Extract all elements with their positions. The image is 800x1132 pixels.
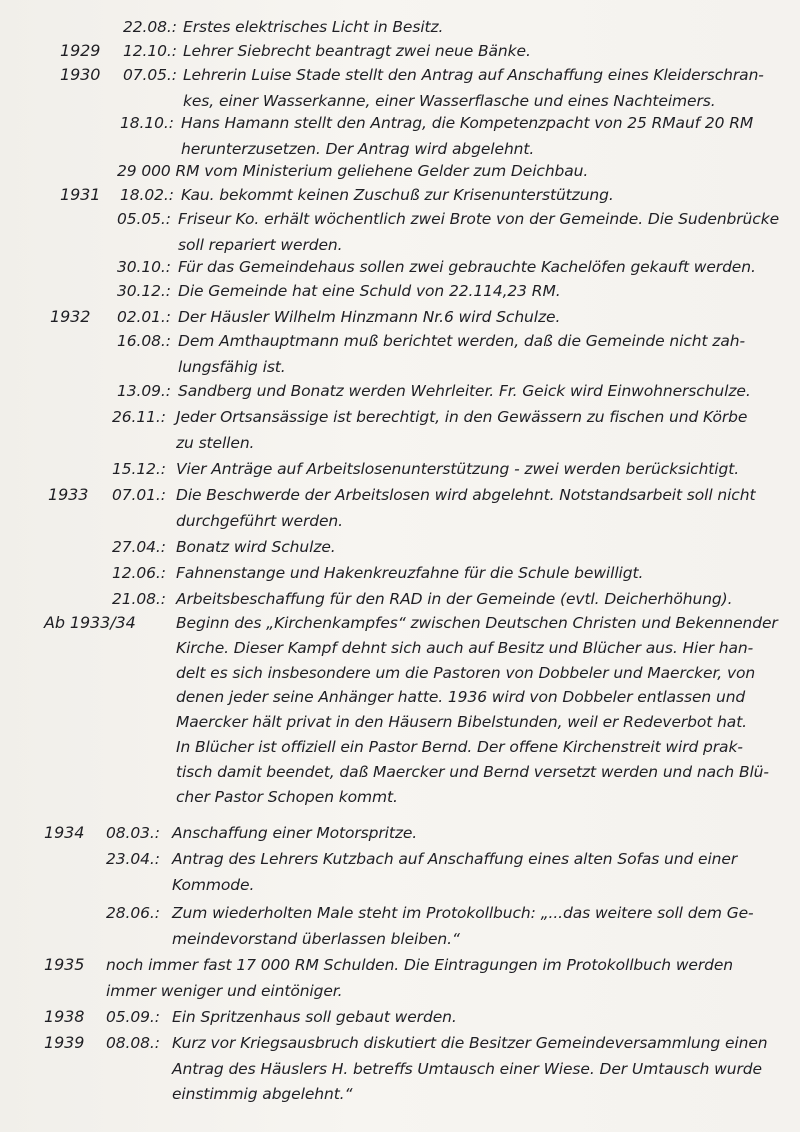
entry-text-line: herunterzusetzen. Der Antrag wird abgelehnt. bbox=[181, 139, 535, 158]
entry-text-line: Lehrer Siebrecht beantragt zwei neue Bänke. bbox=[183, 42, 531, 60]
entry-text-line: Der Häusler Wilhelm Hinzmann Nr.6 wird Schulze. bbox=[178, 308, 561, 326]
entry-text-line: Kommode. bbox=[172, 875, 255, 894]
entry-date: 07.05.: bbox=[123, 66, 177, 84]
entry-text-line: tisch damit beendet, daß Maercker und Bernd versetzt werden und nach Blü- bbox=[176, 762, 769, 781]
entry-date: 26.11.: bbox=[112, 408, 166, 426]
entry-text-line: einstimmig abgelehnt.“ bbox=[172, 1085, 353, 1103]
entry-text-line: In Blücher ist offiziell ein Pastor Bernd. Der offene Kirchenstreit wird prak- bbox=[176, 738, 743, 756]
entry-date: 21.08.: bbox=[112, 590, 166, 608]
entry-date: 27.04.: bbox=[112, 538, 166, 556]
entry-text-line: Antrag des Häuslers H. betreffs Umtausch einer Wiese. Der Umtausch wurde bbox=[172, 1059, 762, 1078]
entry-text-line: cher Pastor Schopen kommt. bbox=[176, 787, 398, 806]
entry-date: 18.02.: bbox=[120, 186, 174, 204]
entry-text-line: Friseur Ko. erhält wöchentlich zwei Brote von der Gemeinde. Die Sudenbrücke bbox=[178, 210, 780, 228]
entry-text-line: lungsfähig ist. bbox=[178, 357, 286, 376]
entry-text-line: noch immer fast 17 000 RM Schulden. Die Eintragungen im Protokollbuch werden bbox=[106, 956, 734, 974]
entry-date: 30.12.: bbox=[117, 282, 171, 300]
entry-year: 1938 bbox=[44, 1007, 85, 1026]
entry-date: 05.09.: bbox=[106, 1008, 160, 1026]
entry-text-line: Für das Gemeindehaus sollen zwei gebrauchte Kachelöfen gekauft werden. bbox=[178, 258, 756, 276]
entry-date: 30.10.: bbox=[117, 258, 171, 276]
entry-text-line: Kurz vor Kriegsausbruch diskutiert die Besitzer Gemeindeversammlung einen bbox=[172, 1034, 768, 1052]
entry-text-line: Beginn des „Kirchenkampfes“ zwischen Deutschen Christen und Bekennender bbox=[176, 614, 778, 632]
entry-date: 08.03.: bbox=[106, 824, 160, 842]
entry-text-line: Hans Hamann stellt den Antrag, die Kompetenzpacht von 25 RMauf 20 RM bbox=[181, 114, 754, 132]
entry-text-line: durchgeführt werden. bbox=[176, 511, 343, 530]
entry-text-line: Bonatz wird Schulze. bbox=[176, 538, 336, 556]
entry-date: 18.10.: bbox=[120, 114, 174, 132]
entry-text-line: Antrag des Lehrers Kutzbach auf Anschaffung eines alten Sofas und einer bbox=[172, 850, 738, 868]
entry-text-line: Sandberg und Bonatz werden Wehrleiter. Fr. Geick wird Einwohnerschulze. bbox=[178, 382, 751, 400]
entry-date: 12.06.: bbox=[112, 564, 166, 582]
entry-text-line: Lehrerin Luise Stade stellt den Antrag auf Anschaffung eines Kleiderschran- bbox=[183, 66, 764, 84]
entry-text-line: Kirche. Dieser Kampf dehnt sich auch auf Besitz und Blücher aus. Hier han- bbox=[176, 638, 754, 657]
entry-date: 08.08.: bbox=[106, 1034, 160, 1052]
entry-text-line: Die Gemeinde hat eine Schuld von 22.114,23 RM. bbox=[178, 282, 561, 300]
entry-text-line: zu stellen. bbox=[176, 433, 255, 452]
entry-date: 07.01.: bbox=[112, 486, 166, 504]
entry-text-line: meindevorstand überlassen bleiben.“ bbox=[172, 929, 460, 948]
entry-date: 22.08.: bbox=[123, 18, 177, 36]
entry-text-line: Jeder Ortsansässige ist berechtigt, in den Gewässern zu fischen und Körbe bbox=[176, 408, 748, 426]
entry-year: 1935 bbox=[44, 955, 85, 974]
entry-text-line: Erstes elektrisches Licht in Besitz. bbox=[183, 18, 444, 36]
entry-year: 1930 bbox=[60, 65, 101, 84]
entry-text-line: Kau. bekommt keinen Zuschuß zur Krisenunterstützung. bbox=[181, 186, 614, 204]
entry-year: 1934 bbox=[44, 823, 85, 842]
entry-date: 02.01.: bbox=[117, 308, 171, 326]
entry-text-line: Arbeitsbeschaffung für den RAD in der Gemeinde (evtl. Deicherhöhung). bbox=[176, 590, 733, 608]
entry-text-line: soll repariert werden. bbox=[178, 235, 343, 254]
entry-text-line: denen jeder seine Anhänger hatte. 1936 wird von Dobbeler entlassen und bbox=[176, 688, 746, 707]
entry-year: 1929 bbox=[60, 41, 101, 60]
entry-text-line: Ein Spritzenhaus soll gebaut werden. bbox=[172, 1008, 457, 1026]
entry-year: 1932 bbox=[50, 307, 91, 326]
entry-date: 16.08.: bbox=[117, 332, 171, 350]
entry-date: 05.05.: bbox=[117, 210, 171, 228]
entry-text-line: 29 000 RM vom Ministerium geliehene Gelder zum Deichbau. bbox=[117, 162, 589, 180]
entry-year: Ab 1933/34 bbox=[44, 613, 136, 632]
entry-date: 28.06.: bbox=[106, 904, 160, 922]
entry-year: 1931 bbox=[60, 185, 101, 204]
entry-text-line: Dem Amthauptmann muß berichtet werden, daß die Gemeinde nicht zah- bbox=[178, 332, 745, 350]
entry-text-line: kes, einer Wasserkanne, einer Wasserflasche und eines Nachteimers. bbox=[183, 91, 716, 110]
entry-text-line: delt es sich insbesondere um die Pastoren von Dobbeler und Maercker, von bbox=[176, 663, 756, 682]
entry-text-line: immer weniger und eintöniger. bbox=[106, 981, 343, 1000]
entry-text-line: Anschaffung einer Motorspritze. bbox=[172, 824, 418, 842]
entry-year: 1939 bbox=[44, 1033, 85, 1052]
entry-text-line: Zum wiederholten Male steht im Protokollbuch: „...das weitere soll dem Ge- bbox=[172, 904, 754, 922]
entry-date: 15.12.: bbox=[112, 460, 166, 478]
entry-date: 12.10.: bbox=[123, 42, 177, 60]
entry-date: 23.04.: bbox=[106, 850, 160, 868]
entry-text-line: Fahnenstange und Hakenkreuzfahne für die Schule bewilligt. bbox=[176, 564, 644, 582]
entry-year: 1933 bbox=[48, 485, 89, 504]
entry-date: 13.09.: bbox=[117, 382, 171, 400]
entry-text-line: Maercker hält privat in den Häusern Bibelstunden, weil er Redeverbot hat. bbox=[176, 713, 748, 732]
entry-text-line: Vier Anträge auf Arbeitslosenunterstützung - zwei werden berücksichtigt. bbox=[176, 460, 740, 478]
entry-text-line: Die Beschwerde der Arbeitslosen wird abgelehnt. Notstandsarbeit soll nicht bbox=[176, 486, 756, 504]
